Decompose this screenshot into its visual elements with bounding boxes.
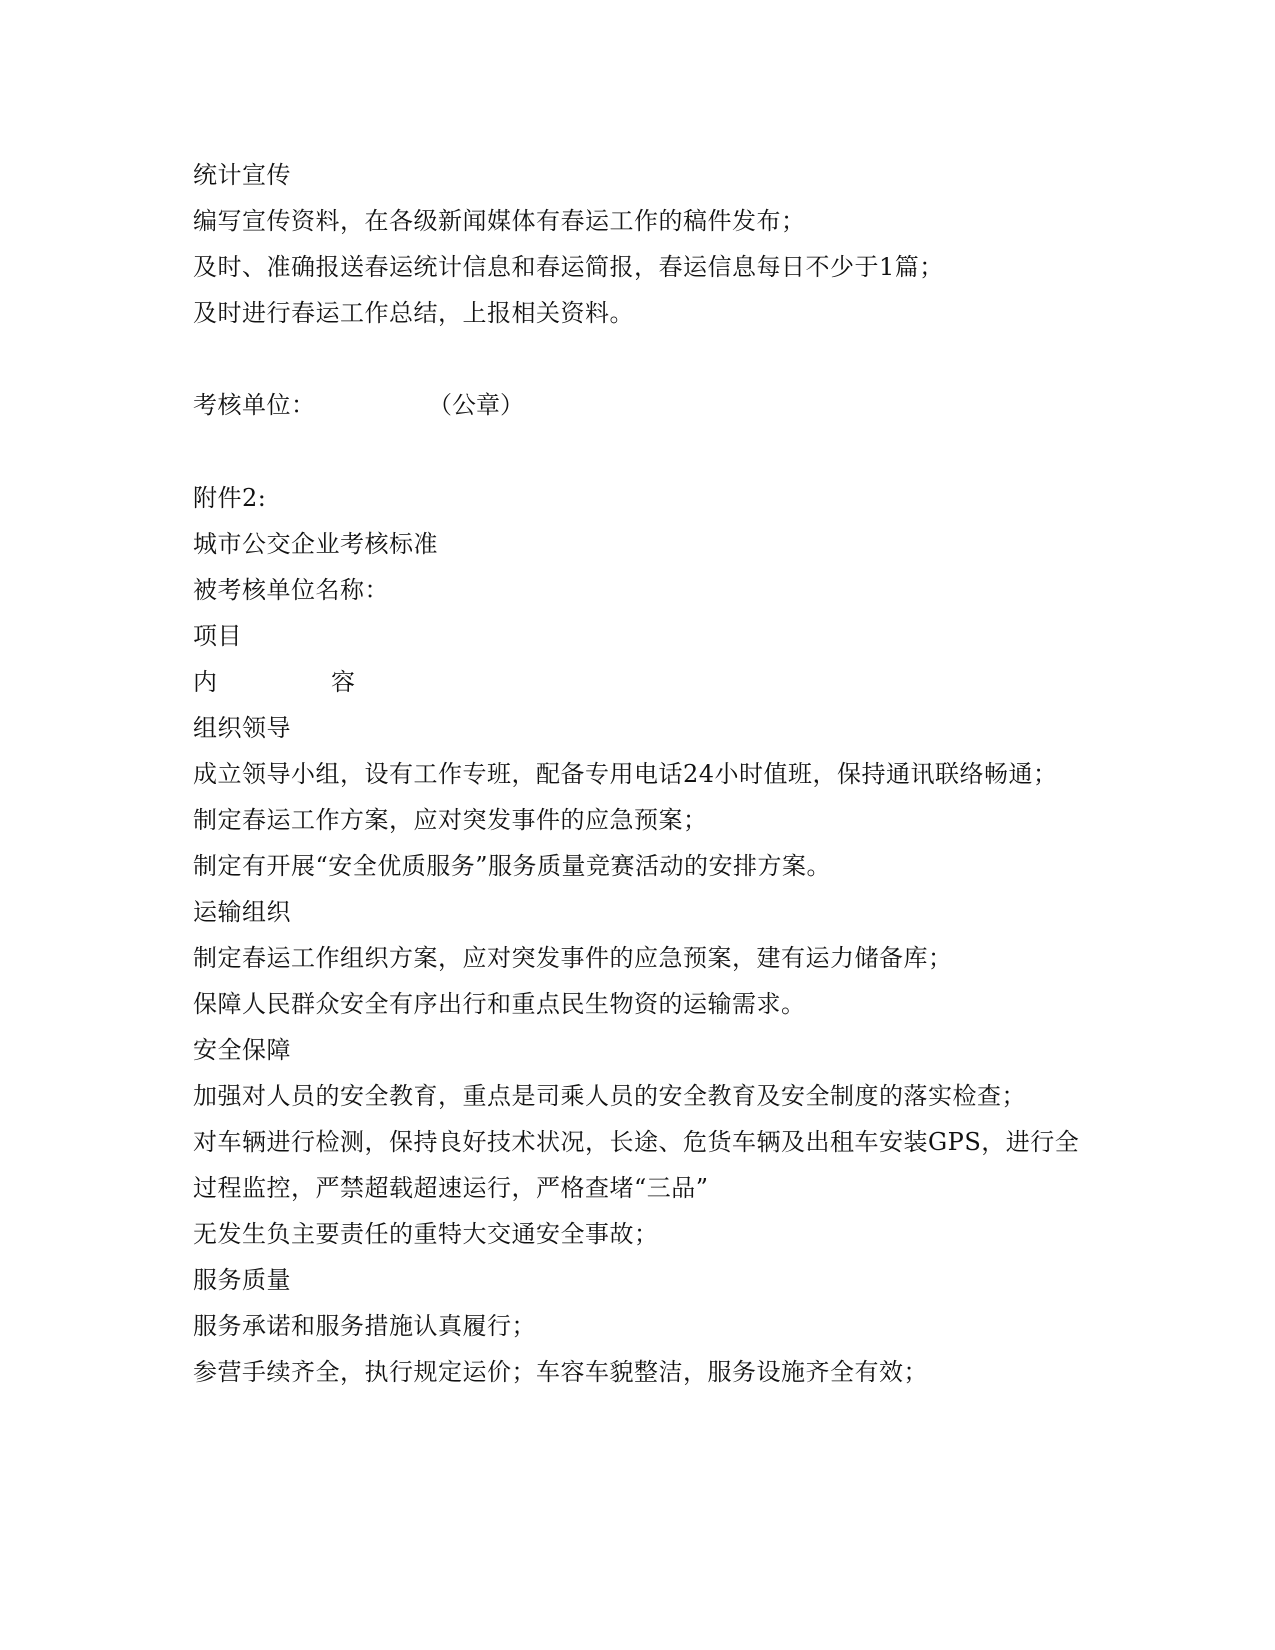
attachment-label: 附件2: xyxy=(193,484,267,512)
group-heading-organization: 组织领导 xyxy=(193,714,291,742)
transport-item-2: 保障人民群众安全有序出行和重点民生物资的运输需求。 xyxy=(193,990,806,1018)
statistics-item-3: 及时进行春运工作总结，上报相关资料。 xyxy=(193,299,634,327)
organization-item-3: 制定有开展“安全优质服务”服务质量竞赛活动的安排方案。 xyxy=(193,852,832,880)
attachment-title: 城市公交企业考核标准 xyxy=(193,530,438,558)
safety-item-1: 加强对人员的安全教育，重点是司乘人员的安全教育及安全制度的落实检查； xyxy=(193,1082,1026,1110)
safety-item-2-continued: 过程监控，严禁超载超速运行，严格查堵“三品” xyxy=(193,1174,709,1202)
table-header-item: 项目 xyxy=(193,622,242,650)
organization-item-2: 制定春运工作方案，应对突发事件的应急预案； xyxy=(193,806,708,834)
official-seal-label: （公章） xyxy=(428,391,524,419)
organization-item-1: 成立领导小组，设有工作专班，配备专用电话24小时值班，保持通讯联络畅通； xyxy=(193,760,1058,788)
group-heading-service: 服务质量 xyxy=(193,1266,291,1294)
table-header-content-left: 内 xyxy=(193,668,218,696)
statistics-item-1: 编写宣传资料，在各级新闻媒体有春运工作的稿件发布； xyxy=(193,207,806,235)
assessment-unit-label: 考核单位： xyxy=(193,391,316,419)
table-header-content-right: 容 xyxy=(331,668,355,696)
safety-item-3: 无发生负主要责任的重特大交通安全事故； xyxy=(193,1220,659,1248)
service-item-1: 服务承诺和服务措施认真履行； xyxy=(193,1312,536,1340)
group-heading-safety: 安全保障 xyxy=(193,1036,291,1064)
statistics-item-2: 及时、准确报送春运统计信息和春运简报，春运信息每日不少于1篇； xyxy=(193,253,944,281)
service-item-2: 参营手续齐全，执行规定运价；车容车貌整洁，服务设施齐全有效； xyxy=(193,1358,928,1386)
assessed-unit-label: 被考核单位名称： xyxy=(193,576,389,604)
section-heading-statistics: 统计宣传 xyxy=(193,161,291,189)
safety-item-2: 对车辆进行检测，保持良好技术状况，长途、危货车辆及出租车安装GPS，进行全 xyxy=(193,1128,1080,1156)
group-heading-transport: 运输组织 xyxy=(193,898,291,926)
transport-item-1: 制定春运工作组织方案，应对突发事件的应急预案，建有运力储备库； xyxy=(193,944,953,972)
